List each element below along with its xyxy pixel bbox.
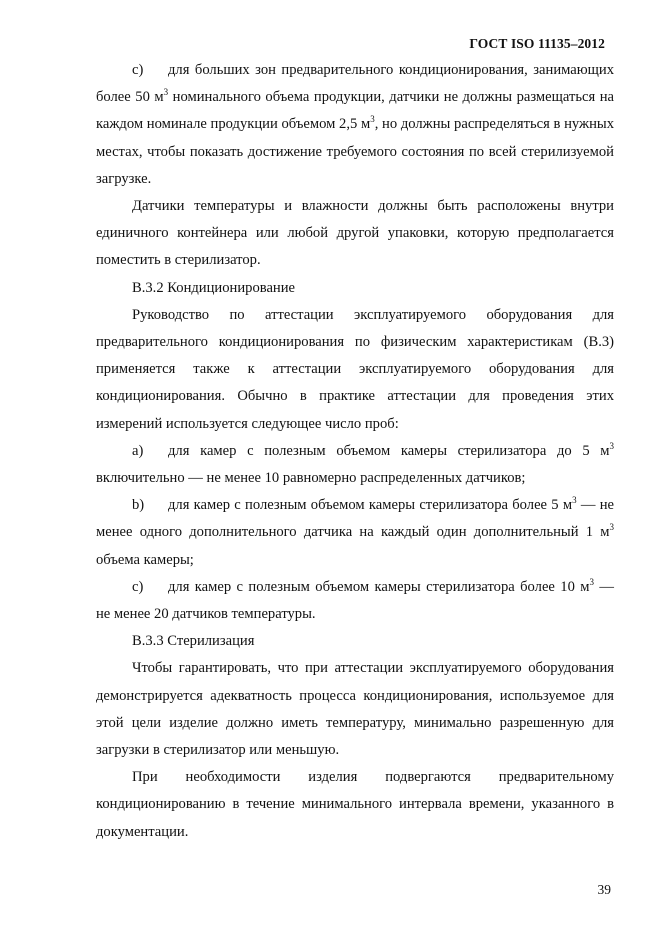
section-heading-b33: В.3.3 Стерилизация [132,633,255,650]
list-marker-c: с) [132,578,144,595]
text-segment: — не менее 20 датчиков температуры. [96,578,614,623]
paragraph-sensors-location: Датчики температуры и влажности должны быть расположены внутри единичного контейнера или любой другой упаковки, которую предполагается поместить в стерилизатор. [96,198,614,269]
list-marker-c: c) [132,62,144,78]
superscript: 3 [572,495,577,506]
paragraph-c-large-zones [96,57,614,193]
text-segment: для камер с полезным объемом камеры стерилизатора более 10 м [168,578,590,595]
text-segment: включительно — не менее 10 равномерно распределенных датчиков; [96,470,526,487]
superscript: 3 [609,522,614,533]
list-marker-b: b) [132,497,145,514]
text-segment: — не менее одного дополнительного датчика на каждый один дополнительный 1 м [96,497,614,541]
paragraph-preconditioning: При необходимости изделия подвергаются предварительному кондиционированию в течение минимального интервала времени, указанного в документации. [96,769,614,840]
superscript: 3 [163,87,169,98]
page-number: 39 [597,882,611,897]
paragraph-conditioning-guide: Руководство по аттестации эксплуатируемого оборудования для предварительного кондиционирования по физическим характеристикам (В.3) применяется также к аттестации эксплуатируемого оборудования для кондиционирования. Обычно в практике аттестации для проведения этих измерений используется следующее число проб: [96,306,614,432]
text-segment: объема камеры; [96,551,194,568]
superscript: 3 [589,576,595,587]
text-segment: для камер с полезным объемом камеры стерилизатора до 5 м [168,442,610,459]
superscript: 3 [370,114,375,125]
list-item-c [96,574,614,628]
document-code-header: ГОСТ ISO 11135–2012 [469,36,605,51]
section-heading-b32: В.3.2 Кондиционирование [132,279,296,296]
text-segment: , но должны распределяться в нужных местах, чтобы показать достижение требуемого состояния по всей стерилизуемой загрузке. [96,116,614,187]
text-segment: для больших зон предварительного кондиционирования, занимающих более 50 м [96,62,614,106]
text-segment: для камер с полезным объемом камеры стерилизатора более 5 м [168,497,573,514]
paragraph-sterilization: Чтобы гарантировать, что при аттестации эксплуатируемого оборудования демонстрируется адекватность процесса кондиционирования, используемое для этой цели изделие должно иметь температуру, минимально разрешенную для загрузки в стерилизатор или меньшую. [96,660,614,759]
list-item-b [96,492,614,574]
list-item-a [96,438,614,492]
superscript: 3 [609,440,614,451]
list-marker-a: а) [132,442,144,459]
text-segment: номинального объема продукции, датчики не должны размещаться на каждом номинале продукции объемом 2,5 м [96,89,614,133]
document-body [96,57,614,846]
